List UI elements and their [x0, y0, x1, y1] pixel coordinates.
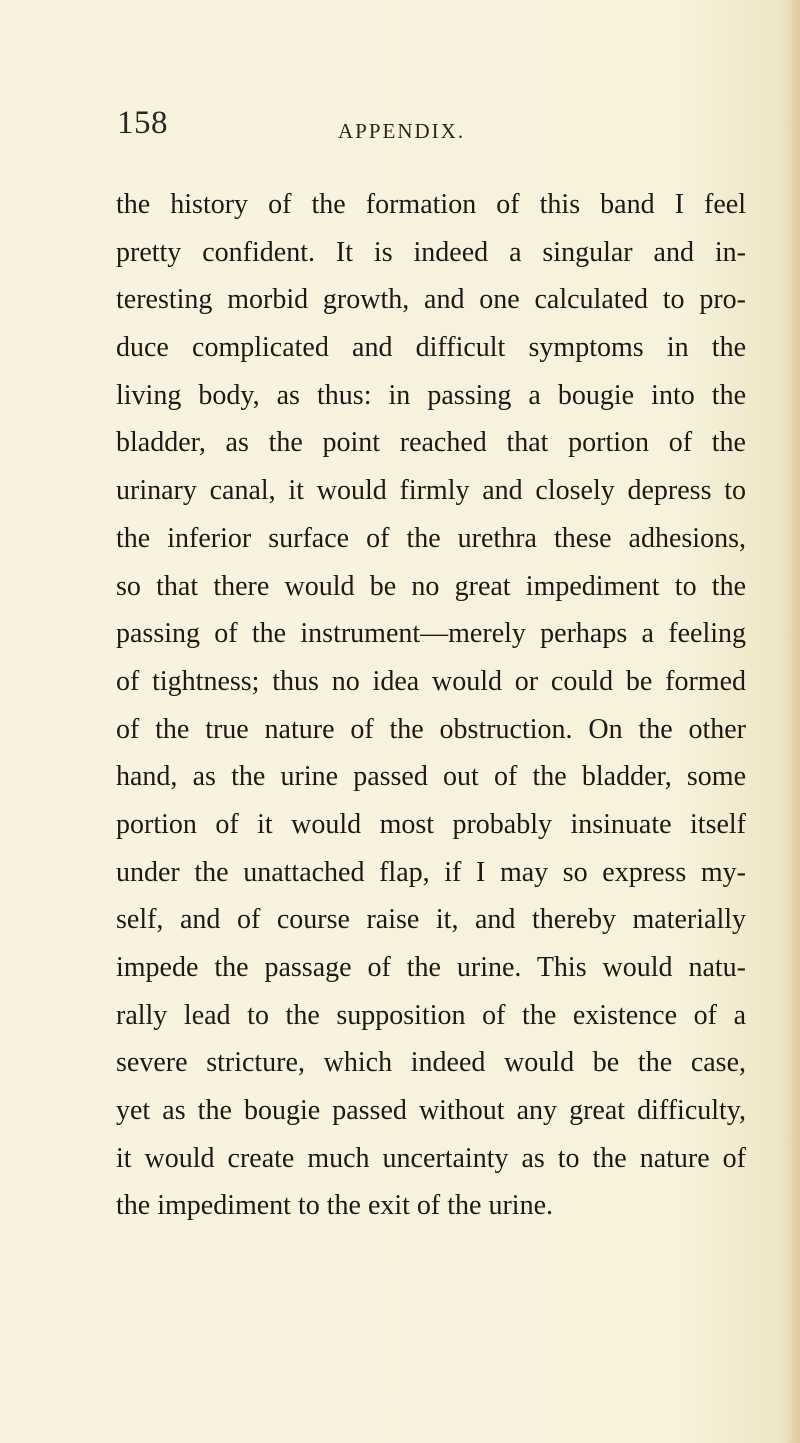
text-line: under the unattached flap, if I may so express my-: [116, 856, 746, 888]
text-line: of tightness; thus no idea would or could be formed: [116, 665, 746, 697]
text-line: duce complicated and difficult symptoms in the: [116, 332, 746, 364]
page-number: 158: [117, 105, 168, 141]
text-line: portion of it would most probably insinuate itself: [116, 808, 746, 840]
text-line: bladder, as the point reached that portion of the: [116, 427, 746, 459]
body-text: [116, 181, 746, 1230]
text-line: severe stricture, which indeed would be the case,: [116, 1047, 746, 1079]
text-line: the inferior surface of the urethra these adhesions,: [116, 522, 746, 554]
text-line: pretty confident. It is indeed a singular and in-: [116, 236, 746, 268]
text-line: self, and of course raise it, and thereby materially: [116, 904, 746, 936]
text-line: teresting morbid growth, and one calculated to pro-: [116, 284, 746, 316]
text-line: the impediment to the exit of the urine.: [116, 1190, 553, 1222]
text-line: urinary canal, it would firmly and closely depress to: [116, 475, 746, 507]
text-line: it would create much uncertainty as to the nature of: [116, 1142, 746, 1174]
text-line: hand, as the urine passed out of the bladder, some: [116, 761, 746, 793]
text-line: so that there would be no great impediment to the: [116, 570, 746, 602]
page-edge-shadow: [786, 0, 800, 1443]
text-line: living body, as thus: in passing a bougie into the: [116, 379, 746, 411]
text-line: the history of the formation of this band I feel: [116, 189, 746, 220]
running-head: APPENDIX.: [338, 119, 466, 143]
text-line: passing of the instrument—merely perhaps a feeling: [116, 618, 746, 650]
text-line: yet as the bougie passed without any great difficulty,: [116, 1095, 746, 1127]
text-line: of the true nature of the obstruction. On the other: [116, 713, 746, 745]
text-line: rally lead to the supposition of the existence of a: [116, 999, 746, 1031]
text-line: impede the passage of the urine. This would natu-: [116, 952, 746, 983]
